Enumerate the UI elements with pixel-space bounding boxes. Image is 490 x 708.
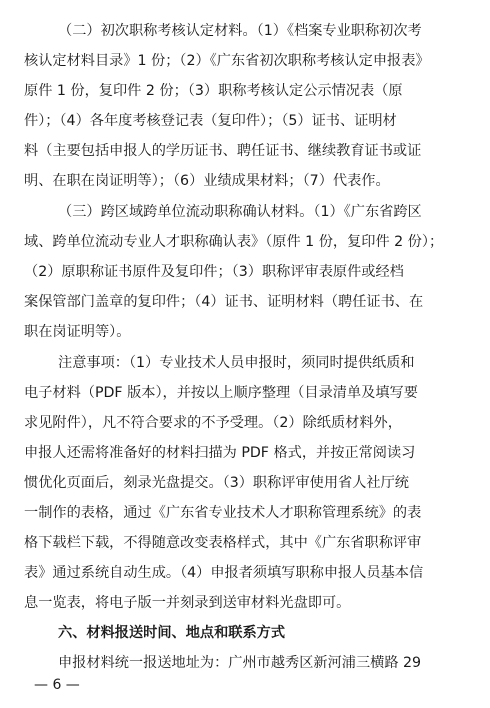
paragraph-line: （2）原职称证书原件及复印件；（3）职称评审表原件或经档 bbox=[24, 264, 404, 280]
notes-line: 表》通过系统自动生成。（4）申报者须填写职称申报人员基本信 bbox=[24, 565, 424, 581]
paragraph-line: 原件 1 份，复印件 2 份；（3）职称考核认定公示情况表（原 bbox=[24, 83, 403, 99]
section-heading: 六、材料报送时间、地点和联系方式 bbox=[58, 625, 286, 641]
paragraph-line: 域、跨单位流动专业人才职称确认表》（原件 1 份，复印件 2 份）； bbox=[24, 234, 444, 250]
notes-line: 格下载栏下载，不得随意改变表格样式，其中《广东省职称评审 bbox=[24, 535, 422, 551]
paragraph-line: 申报材料统一报送地址为：广州市越秀区新河浦三横路 29 bbox=[58, 655, 422, 671]
paragraph-line: 件）；（4）各年度考核登记表（复印件）；（5）证书、证明材 bbox=[24, 113, 397, 129]
notes-line: 息一览表，将电子版一并刻录到送审材料光盘即可。 bbox=[24, 595, 351, 611]
notes-line: 惯优化页面后，刻录光盘提交。（3）职称评审使用省人社厅统 bbox=[24, 475, 409, 491]
notes-line: 求见附件），凡不符合要求的不予受理。（2）除纸质材料外， bbox=[24, 415, 402, 431]
notes-line: 电子材料（PDF 版本），并按以上顺序整理（目录清单及填写要 bbox=[24, 385, 418, 401]
paragraph-line: 职在岗证明等）。 bbox=[24, 324, 131, 340]
paragraph-line: 料（主要包括申报人的学历证书、聘任证书、继续教育证书或证 bbox=[24, 143, 422, 159]
notes-line: 注意事项：（1）专业技术人员申报时，须同时提供纸质和 bbox=[58, 355, 415, 371]
paragraph-line: （二）初次职称考核认定材料。（1）《档案专业职称初次考 bbox=[58, 23, 422, 39]
paragraph-line: （三）跨区域跨单位流动职称确认材料。（1）《广东省跨区 bbox=[58, 204, 422, 220]
paragraph-line: 核认定材料目录》1 份；（2）《广东省初次职称考核认定申报表》 bbox=[24, 53, 430, 69]
paragraph-line: 案保管部门盖章的复印件；（4）证书、证明材料（聘任证书、在 bbox=[24, 294, 424, 310]
notes-line: 申报人还需将准备好的材料扫描为 PDF 格式，并按正常阅读习 bbox=[24, 445, 416, 461]
paragraph-line: 明、在职在岗证明等）；（6）业绩成果材料；（7）代表作。 bbox=[24, 173, 390, 189]
page-number: — 6 — bbox=[34, 677, 80, 693]
notes-line: 一制作的表格，通过《广东省专业技术人才职称管理系统》的表 bbox=[24, 505, 422, 521]
